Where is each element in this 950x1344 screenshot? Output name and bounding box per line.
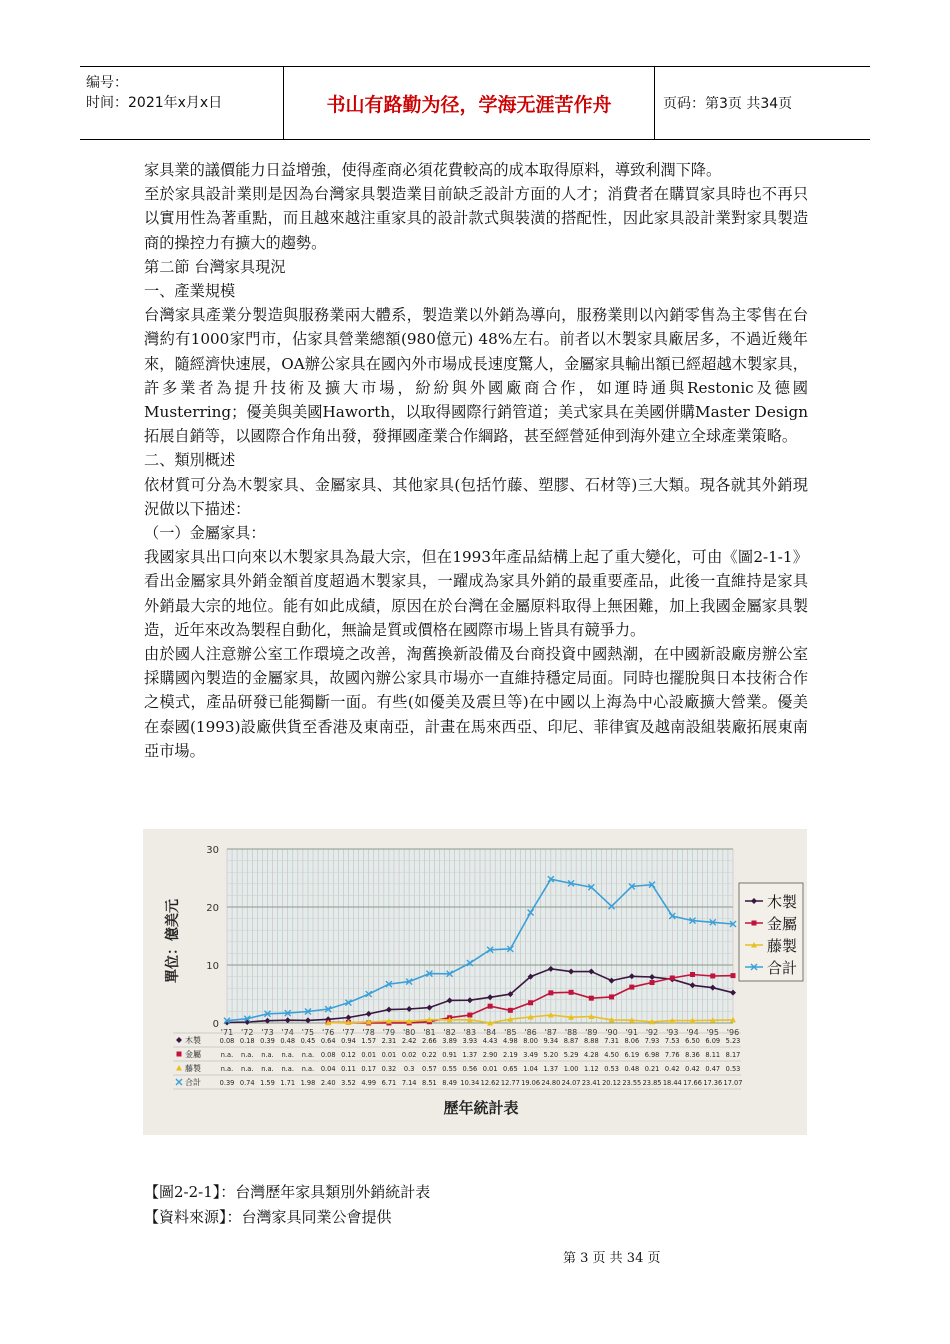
data-point — [650, 980, 655, 985]
x-tick-label: '74 — [281, 1028, 294, 1037]
table-cell: 0.01 — [381, 1051, 397, 1059]
table-cell: 0.64 — [320, 1037, 336, 1045]
table-cell: 6.98 — [644, 1051, 660, 1059]
table-cell: 0.02 — [401, 1051, 417, 1059]
table-cell: 4.43 — [482, 1037, 498, 1045]
table-cell: 0.12 — [341, 1051, 356, 1059]
table-cell: 19.06 — [521, 1079, 541, 1087]
table-cell: 0.45 — [300, 1037, 316, 1045]
table-cell: 0.3 — [403, 1065, 415, 1073]
x-tick-label: '79 — [382, 1028, 396, 1037]
table-cell: 1.98 — [300, 1079, 316, 1087]
table-cell: 17.07 — [723, 1079, 743, 1087]
x-tick-label: '80 — [402, 1028, 416, 1037]
x-tick-label: '93 — [666, 1028, 679, 1037]
x-tick-label: '87 — [544, 1028, 558, 1037]
header-motto: 书山有路勤为径，学海无涯苦作舟 — [284, 67, 655, 139]
table-cell: 1.37 — [462, 1051, 478, 1059]
table-cell: 7.93 — [644, 1037, 660, 1045]
data-point — [548, 990, 553, 995]
table-cell: 0.01 — [361, 1051, 377, 1059]
header-meta — [80, 67, 284, 139]
x-tick-label: '81 — [423, 1028, 436, 1037]
x-tick-label: '77 — [342, 1028, 355, 1037]
table-cell: 24.80 — [541, 1079, 561, 1087]
x-tick-label: '83 — [463, 1028, 477, 1037]
data-point — [752, 921, 757, 926]
x-tick-label: '86 — [524, 1028, 537, 1037]
table-cell: 9.34 — [543, 1037, 559, 1045]
table-cell: 4.98 — [503, 1037, 518, 1045]
x-tick-label: '78 — [362, 1028, 375, 1037]
data-point — [589, 996, 594, 1001]
table-cell: 0.22 — [422, 1051, 437, 1059]
table-cell: 0.56 — [462, 1065, 478, 1073]
table-cell: 8.51 — [422, 1079, 437, 1087]
x-tick-label: '73 — [261, 1028, 274, 1037]
table-cell: 3.49 — [523, 1051, 538, 1059]
table-cell: 7.76 — [664, 1051, 680, 1059]
legend-entry: 金屬 — [767, 915, 798, 933]
table-cell: n.a. — [220, 1065, 234, 1073]
figure-caption: 【圖2-2-1】：台灣歷年家具類別外銷統計表 — [144, 1183, 431, 1201]
export-line-chart — [143, 829, 807, 1135]
subsection-heading: 二、類別概述 — [144, 451, 236, 470]
table-cell: 17.36 — [703, 1079, 723, 1087]
table-cell: 12.77 — [500, 1079, 520, 1087]
data-point — [670, 975, 675, 980]
table-cell: n.a. — [241, 1065, 254, 1073]
x-tick-label: '95 — [706, 1028, 719, 1037]
table-cell: 0.39 — [260, 1037, 275, 1045]
x-tick-label: '90 — [605, 1028, 618, 1037]
table-cell: 6.19 — [624, 1051, 640, 1059]
table-cell: 8.88 — [583, 1037, 599, 1045]
sub-subsection-heading: （一）金屬家具： — [144, 524, 266, 543]
table-cell: 0.01 — [482, 1065, 498, 1073]
table-cell: 10.34 — [460, 1079, 480, 1087]
table-cell: 8.17 — [725, 1051, 741, 1059]
table-cell: 0.91 — [442, 1051, 457, 1059]
data-point — [690, 972, 695, 977]
data-point — [176, 1065, 182, 1071]
table-cell: 4.28 — [583, 1051, 599, 1059]
x-tick-label: '94 — [686, 1028, 699, 1037]
table-cell: 23.41 — [581, 1079, 601, 1087]
data-point — [569, 990, 574, 995]
table-cell: 8.06 — [624, 1037, 640, 1045]
header-date: 时间：2021年x月x日 — [86, 95, 223, 111]
table-cell: 1.00 — [563, 1065, 579, 1073]
source-caption: 【資料來源】：台灣家具同業公會提供 — [144, 1208, 392, 1226]
table-cell: 1.37 — [543, 1065, 559, 1073]
legend-entry: 合計 — [767, 959, 798, 977]
x-tick-label: '84 — [483, 1028, 497, 1037]
table-cell: n.a. — [281, 1065, 294, 1073]
page-header — [80, 66, 870, 140]
table-cell: 0.48 — [280, 1037, 296, 1045]
export-chart-figure — [143, 829, 807, 1135]
table-cell: 2.31 — [381, 1037, 397, 1045]
table-cell: 0.04 — [320, 1065, 336, 1073]
table-cell: 0.32 — [381, 1065, 397, 1073]
table-cell: 1.57 — [361, 1037, 377, 1045]
table-cell: 0.53 — [725, 1065, 741, 1073]
table-cell: 3.52 — [341, 1079, 356, 1087]
legend-entry: 藤製 — [767, 937, 798, 955]
table-cell: 0.55 — [442, 1065, 457, 1073]
x-tick-label: '96 — [726, 1028, 740, 1037]
x-tick-label: '71 — [220, 1028, 234, 1037]
table-cell: 5.20 — [543, 1051, 559, 1059]
table-cell: n.a. — [220, 1051, 234, 1059]
page-footer: 第 3 页 共 34 页 — [563, 1251, 661, 1266]
data-point — [177, 1052, 182, 1057]
legend-entry: 木製 — [767, 893, 798, 911]
table-cell: 1.71 — [280, 1079, 296, 1087]
data-point — [488, 1004, 493, 1009]
table-cell: 2.19 — [503, 1051, 518, 1059]
table-cell: 8.11 — [705, 1051, 721, 1059]
x-tick-label: '89 — [585, 1028, 598, 1037]
table-cell: 7.31 — [604, 1037, 619, 1045]
x-tick-label: '72 — [241, 1028, 254, 1037]
table-cell: 23.55 — [622, 1079, 642, 1087]
table-cell: 2.66 — [422, 1037, 437, 1045]
x-tick-label: '88 — [564, 1028, 578, 1037]
y-axis-label: 單位：億美元 — [165, 899, 181, 983]
table-cell: 0.39 — [219, 1079, 235, 1087]
table-cell: 0.21 — [644, 1065, 660, 1073]
table-cell: 12.62 — [480, 1079, 500, 1087]
paragraph: 依材質可分為木製家具、金屬家具、其他家具(包括竹藤、塑膠、石材等)三大類。現各就其外銷現況做以下描述： — [144, 475, 808, 518]
table-cell: 0.57 — [422, 1065, 437, 1073]
table-cell: 0.42 — [664, 1065, 680, 1073]
y-tick-label: 20 — [206, 903, 219, 914]
table-cell: n.a. — [281, 1051, 294, 1059]
table-cell: 0.42 — [685, 1065, 700, 1073]
table-cell: 23.85 — [642, 1079, 662, 1087]
table-cell: 0.18 — [239, 1037, 255, 1045]
table-cell: 0.47 — [705, 1065, 721, 1073]
header-page: 页码：第3页 共34页 — [663, 96, 793, 112]
table-cell: 8.36 — [685, 1051, 700, 1059]
data-point — [508, 1008, 513, 1013]
table-cell: 6.71 — [381, 1079, 397, 1087]
table-cell: 20.12 — [602, 1079, 622, 1087]
table-cell: n.a. — [301, 1051, 315, 1059]
x-tick-label: '92 — [645, 1028, 659, 1037]
table-cell: 3.93 — [462, 1037, 478, 1045]
table-cell: 8.00 — [523, 1037, 538, 1045]
x-tick-label: '82 — [443, 1028, 456, 1037]
x-tick-label: '85 — [504, 1028, 517, 1037]
table-cell: 1.59 — [260, 1079, 275, 1087]
table-cell: 18.44 — [662, 1079, 682, 1087]
data-point — [176, 1037, 182, 1043]
table-cell: 0.11 — [341, 1065, 356, 1073]
table-cell: 1.04 — [523, 1065, 538, 1073]
section-heading: 第二節 台灣家具現況 — [144, 257, 286, 276]
table-cell: 17.66 — [683, 1079, 702, 1087]
table-cell: 8.49 — [442, 1079, 457, 1087]
paragraph: 由於國人注意辦公室工作環境之改善，淘舊換新設備及台商投資中國熱潮，在中國新設廠房辦公室採購國內製造的金屬家具，故國內辦公家具市場亦一直維持穩定局面。同時也擺脫與日本技術合作之模式，產品研發已能獨斷一面。有些(如優美及震旦等)在中國以上海為中心設廠擴大營業。優美在泰國(1993)設廠供貨至香港及東南亞，計畫在馬來西亞、印尼、菲律賓及越南設組裝廠拓展東南亞市場。 — [144, 645, 808, 760]
header-number: 编号： — [86, 75, 128, 91]
table-cell: 0.74 — [239, 1079, 255, 1087]
table-cell: 0.48 — [624, 1065, 640, 1073]
table-row-label: 藤製 — [185, 1064, 201, 1073]
table-cell: 0.08 — [320, 1051, 336, 1059]
table-cell: 24.07 — [561, 1079, 581, 1087]
x-tick-label: '75 — [301, 1028, 315, 1037]
table-cell: 1.12 — [583, 1065, 599, 1073]
table-cell: 4.99 — [361, 1079, 377, 1087]
table-cell: 8.87 — [563, 1037, 579, 1045]
table-row-label: 金屬 — [185, 1050, 201, 1059]
table-cell: 0.65 — [503, 1065, 518, 1073]
table-cell: 0.53 — [604, 1065, 619, 1073]
table-cell: 2.42 — [401, 1037, 417, 1045]
data-point — [609, 994, 614, 999]
table-cell: 0.17 — [361, 1065, 377, 1073]
data-point — [710, 973, 715, 978]
table-cell: 0.08 — [219, 1037, 235, 1045]
data-point — [731, 973, 736, 978]
x-tick-label: '91 — [625, 1028, 638, 1037]
table-cell: n.a. — [261, 1065, 274, 1073]
table-cell: n.a. — [261, 1051, 274, 1059]
table-cell: n.a. — [241, 1051, 254, 1059]
table-row-label: 合計 — [185, 1078, 201, 1087]
y-tick-label: 10 — [206, 961, 219, 972]
paragraph: 我國家具出口向來以木製家具為最大宗，但在1993年產品結構上起了重大變化，可由《圖2-1-1》看出金屬家具外銷金額首度超過木製家具，一躍成為家具外銷的最重要產品，此後一直維持是家具外銷最大宗的地位。能有如此成績，原因在於台灣在金屬原料取得上無困難，加上我國金屬家具製造，近年來改為製程自動化，無論是質或價格在國際市場上皆具有競爭力。 — [144, 548, 808, 639]
table-cell: 6.50 — [685, 1037, 700, 1045]
paragraph: 台灣家具產業分製造與服務業兩大體系，製造業以外銷為導向，服務業則以內銷零售為主零售在台灣約有1000家門市，佔家具營業總額(980億元) 48%左右。前者以木製家具廠居多，不過近幾年來，隨經濟快速展，OA辦公家具在國內外市場成長速度驚人，金屬家具輸出額已經超越木製家具，許多業者為提升技術及擴大市場，紛紛與外國廠商合作，如運時通與Restonic及德國Musterring；優美與美國Haworth，以取得國際行銷管道；美式家具在美國併購Master Design拓展自銷等，以國際合作角出發，發揮國產業合作綱路，甚至經營延伸到海外建立全球產業策略。 — [144, 306, 808, 446]
table-cell: 0.94 — [341, 1037, 356, 1045]
table-cell: n.a. — [301, 1065, 315, 1073]
table-cell: 2.90 — [482, 1051, 498, 1059]
y-tick-label: 30 — [206, 845, 219, 856]
table-cell: 5.23 — [725, 1037, 741, 1045]
table-cell: 3.89 — [442, 1037, 457, 1045]
x-tick-label: '76 — [322, 1028, 335, 1037]
x-axis-label: 歷年統計表 — [443, 1099, 519, 1117]
table-cell: 6.09 — [705, 1037, 721, 1045]
table-cell: 4.50 — [604, 1051, 619, 1059]
table-cell: 7.53 — [664, 1037, 680, 1045]
data-point — [528, 1000, 533, 1005]
y-tick-label: 0 — [212, 1019, 219, 1030]
table-cell: 2.40 — [320, 1079, 336, 1087]
subsection-heading: 一、產業規模 — [144, 282, 236, 301]
table-row-label: 木製 — [185, 1036, 201, 1045]
paragraph: 家具業的議價能力日益增強，使得產商必須花費較高的成本取得原料，導致利潤下降。 — [144, 161, 722, 179]
table-cell: 7.14 — [401, 1079, 417, 1087]
paragraph: 至於家具設計業則是因為台灣家具製造業目前缺乏設計方面的人才；消費者在購買家具時也不再只以實用性為著重點，而且越來越注重家具的設計款式與裝潢的搭配性，因此家具設計業對家具製造商的操控力有擴大的趨勢。 — [144, 185, 808, 252]
table-cell: 5.29 — [563, 1051, 579, 1059]
data-point — [629, 985, 634, 990]
document-body — [144, 158, 808, 763]
